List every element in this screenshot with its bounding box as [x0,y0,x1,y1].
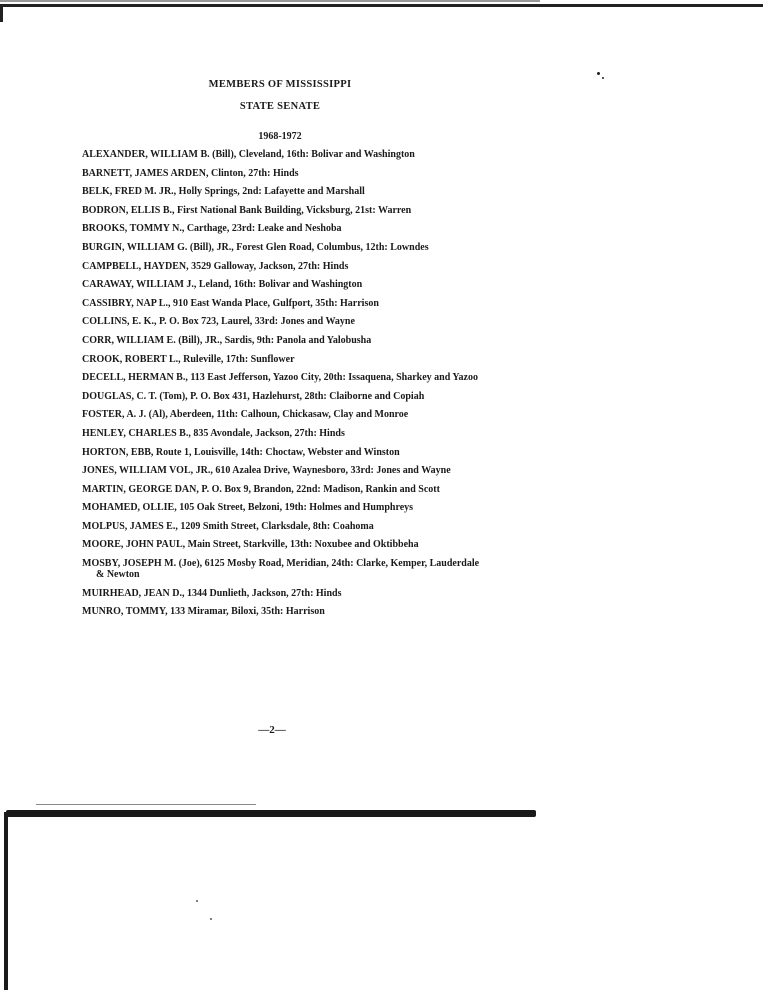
member-entry: CROOK, ROBERT L., Ruleville, 17th: Sunflower [82,353,295,365]
scan-top-rule [0,4,763,7]
member-entry: HENLEY, CHARLES B., 835 Avondale, Jackson, 27th: Hinds [82,427,345,439]
scan-speck [597,72,600,75]
member-entry: DECELL, HERMAN B., 113 East Jefferson, Yazoo City, 20th: Issaquena, Sharkey and Yazoo [82,372,478,384]
member-entry: MOSBY, JOSEPH M. (Joe), 6125 Mosby Road, Meridian, 24th: Clarke, Kemper, Lauderdale & Newton [82,558,480,581]
member-entry: MUNRO, TOMMY, 133 Miramar, Biloxi, 35th: Harrison [82,606,325,618]
scan-speck [210,918,212,920]
member-entry: CASSIBRY, NAP L., 910 East Wanda Place, Gulfport, 35th: Harrison [82,297,379,309]
term-years: 1968-1972 [258,131,302,142]
member-entry: COLLINS, E. K., P. O. Box 723, Laurel, 33rd: Jones and Wayne [82,316,355,328]
member-entry: HORTON, EBB, Route 1, Louisville, 14th: Choctaw, Webster and Winston [82,446,400,458]
member-entry: BODRON, ELLIS B., First National Bank Building, Vicksburg, 21st: Warren [82,204,412,216]
page-number: —2— [258,724,286,736]
title-line-2: STATE SENATE [239,101,321,112]
scan-bottom-left-bar [4,812,8,990]
member-entry: MOLPUS, JAMES E., 1209 Smith Street, Clarksdale, 8th: Coahoma [82,520,374,532]
member-entry: MOORE, JOHN PAUL, Main Street, Starkville, 13th: Noxubee and Oktibbeha [82,539,419,551]
scan-left-mark [0,6,3,22]
member-entry: DOUGLAS, C. T. (Tom), P. O. Box 431, Hazlehurst, 28th: Claiborne and Copiah [82,390,425,402]
members-list [82,149,480,625]
member-entry: MOHAMED, OLLIE, 105 Oak Street, Belzoni, 19th: Holmes and Humphreys [82,502,414,514]
member-entry: MARTIN, GEORGE DAN, P. O. Box 9, Brandon, 22nd: Madison, Rankin and Scott [82,483,440,495]
member-entry: BELK, FRED M. JR., Holly Springs, 2nd: Lafayette and Marshall [82,186,365,198]
scan-bottom-faint-rule [36,804,256,805]
member-entry: FOSTER, A. J. (Al), Aberdeen, 11th: Calhoun, Chickasaw, Clay and Monroe [82,409,409,421]
page-heading [160,76,400,116]
member-entry: CORR, WILLIAM E. (Bill), JR., Sardis, 9th: Panola and Yalobusha [82,334,372,346]
scan-bottom-bar [6,810,536,817]
member-entry: CARAWAY, WILLIAM J., Leland, 16th: Bolivar and Washington [82,279,363,291]
member-entry: BROOKS, TOMMY N., Carthage, 23rd: Leake and Neshoba [82,223,342,235]
scan-speck [602,77,604,79]
title-line-1: MEMBERS OF MISSISSIPPI [208,79,352,90]
member-entry: JONES, WILLIAM VOL, JR., 610 Azalea Drive, Waynesboro, 33rd: Jones and Wayne [82,465,451,477]
member-entry: ALEXANDER, WILLIAM B. (Bill), Cleveland, 16th: Bolivar and Washington [82,149,415,160]
member-entry: BARNETT, JAMES ARDEN, Clinton, 27th: Hinds [82,167,299,179]
scan-bottom-edge [0,800,763,990]
member-entry: BURGIN, WILLIAM G. (Bill), JR., Forest Glen Road, Columbus, 12th: Lowndes [82,241,429,253]
scan-top-edge [0,0,763,12]
member-entry: CAMPBELL, HAYDEN, 3529 Galloway, Jackson, 27th: Hinds [82,260,349,272]
scan-speck [196,900,198,902]
member-entry: MUIRHEAD, JEAN D., 1344 Dunlieth, Jackson, 27th: Hinds [82,587,342,599]
scan-top-faint-rule [0,0,540,2]
